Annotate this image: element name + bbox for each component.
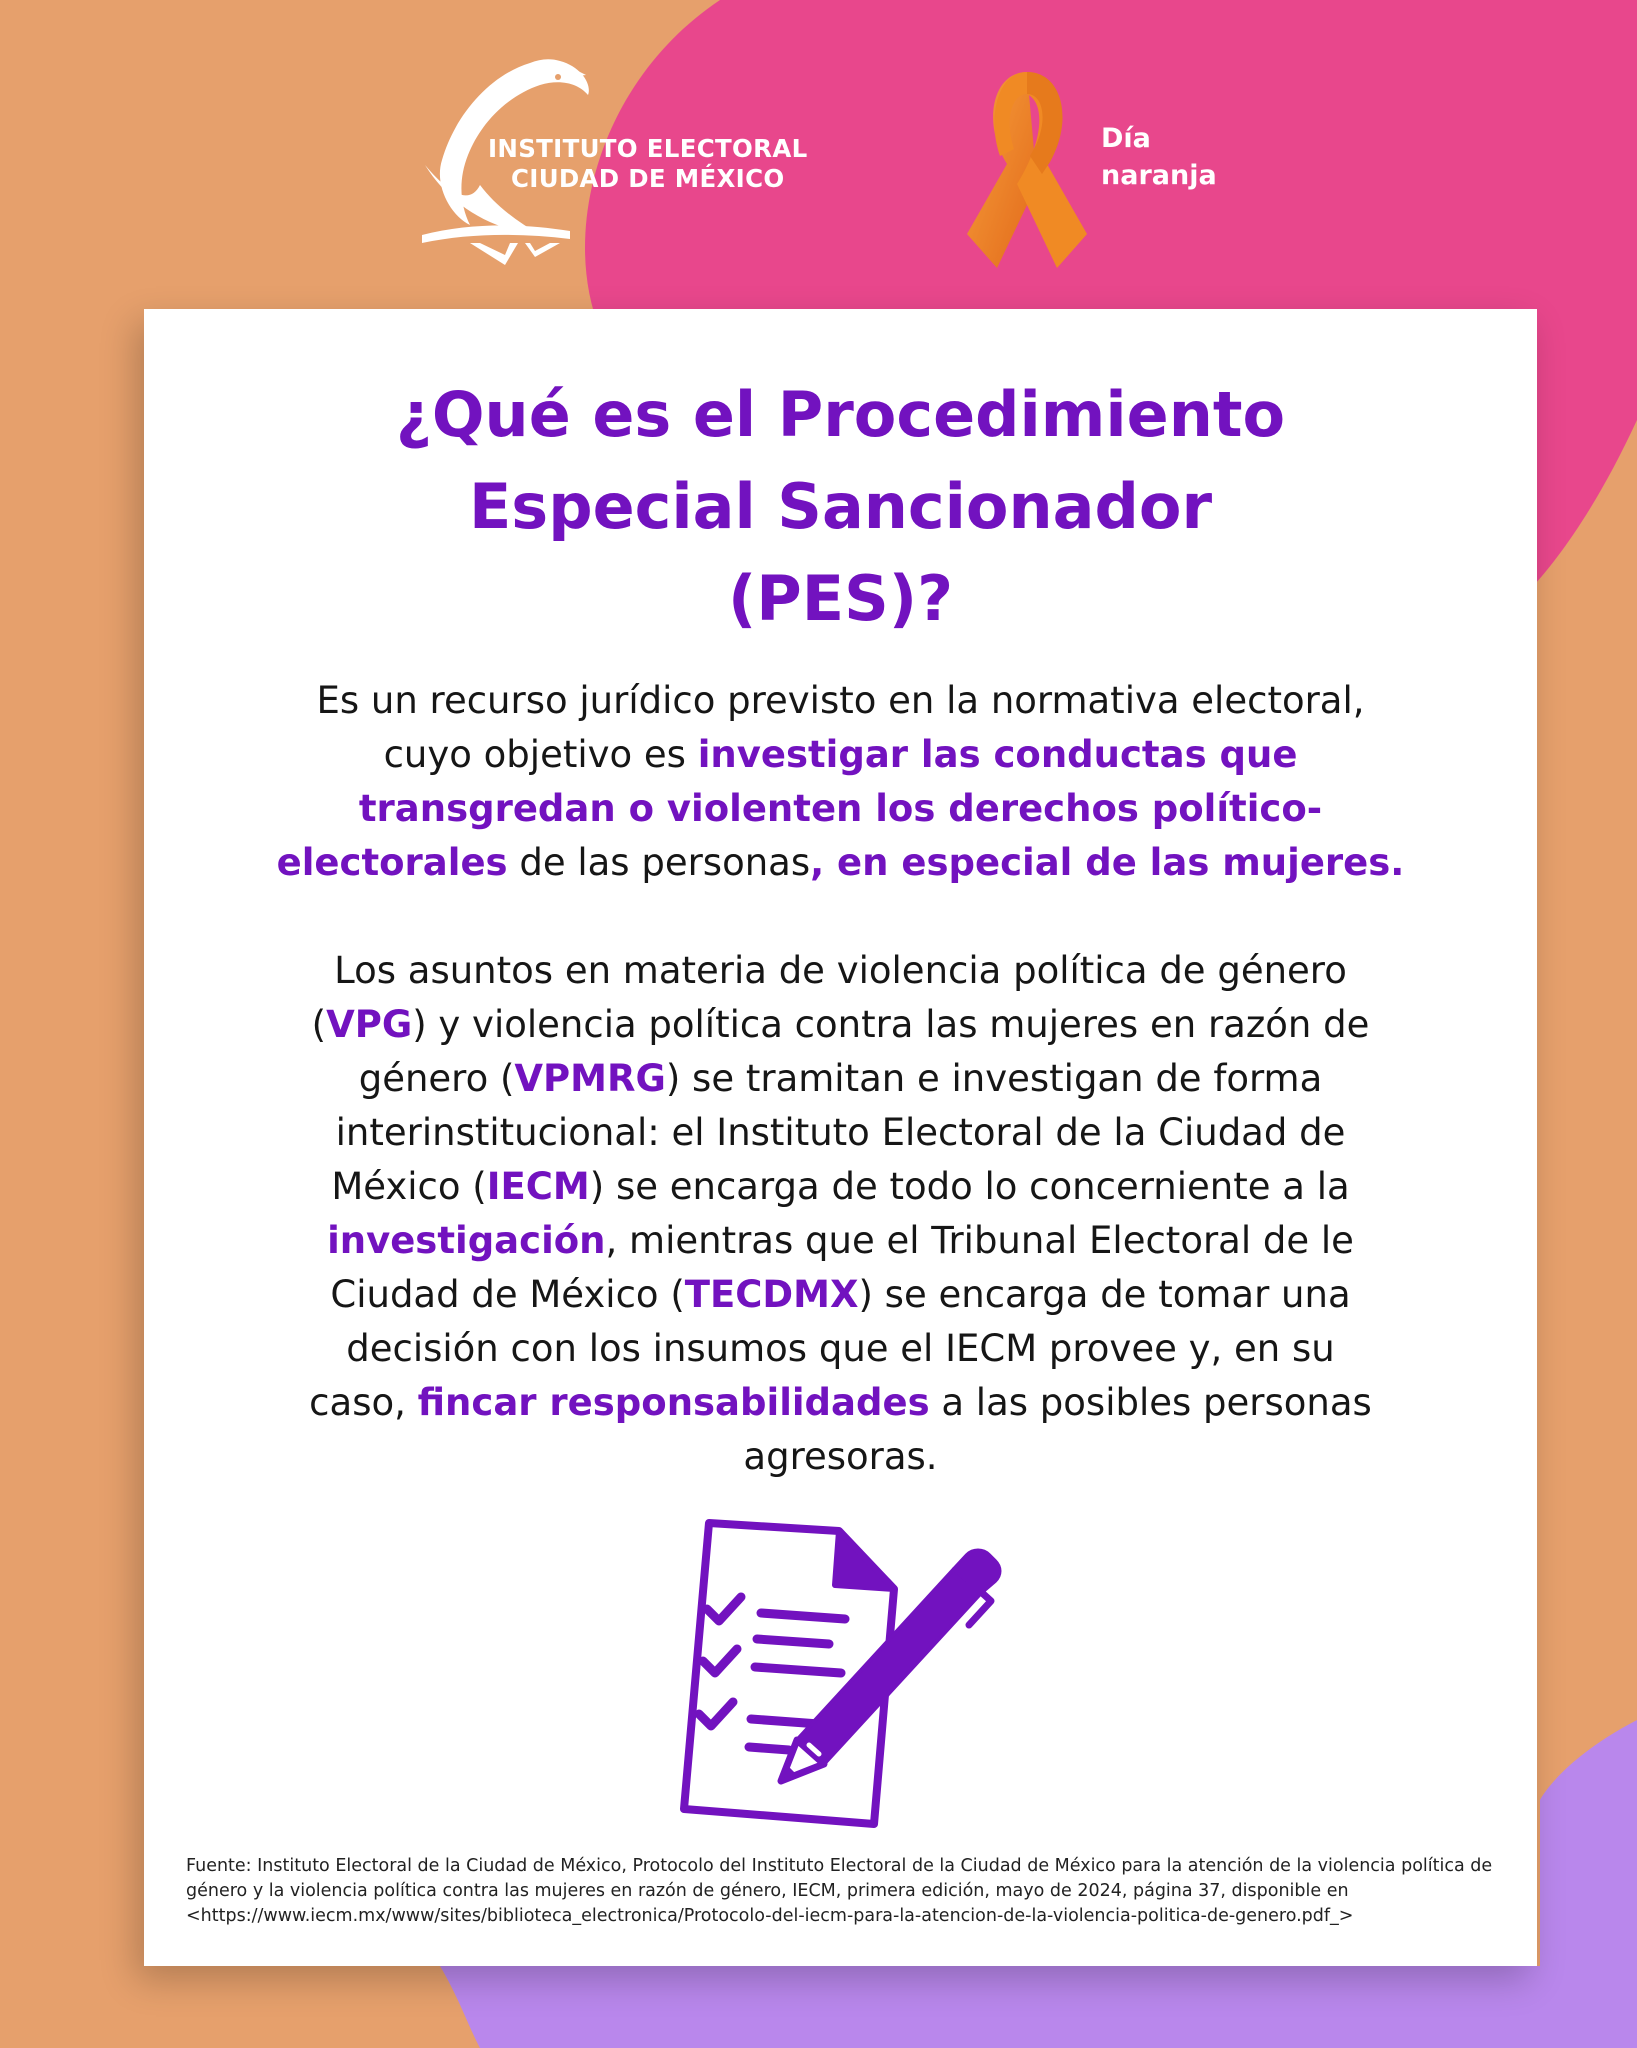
definition-text: cuyo objetivo es [383, 733, 698, 776]
jurisdiction-text: ) se encarga de tomar una [858, 1273, 1351, 1316]
jurisdiction-text: México ( [331, 1165, 487, 1208]
jurisdiction-text: ( [311, 1003, 327, 1046]
definition-highlight: transgredan o violenten los derechos político- [358, 787, 1323, 830]
source-citation: Fuente: Instituto Electoral de la Ciudad de México, Protocolo del Instituto Electoral de la Ciudad de México para la atención de la violencia política de género y la violencia política contra las mujeres en razón de género, IECM, primera edición, mayo de 2024, página 37, disponible en <https://www.iecm.mx/www/sites/biblioteca_electronica/Protocolo-del-iecm-para-la-atencion-de-la-violencia-politica-de-genero.pdf_> [186, 1856, 1493, 1926]
institute-name-line1: INSTITUTO ELECTORAL [488, 134, 808, 163]
definition-line: Es un recurso jurídico previsto en la normativa electoral, [316, 679, 1365, 722]
tecdmx-acronym: TECDMX [684, 1273, 859, 1316]
jurisdiction-line: Los asuntos en materia de violencia política de género [334, 949, 1347, 992]
jurisdiction-line [144, 1160, 1537, 1214]
definition-highlight: , en especial de las mujeres. [810, 841, 1405, 884]
jurisdiction-line: agresoras. [743, 1435, 938, 1478]
jurisdiction-text: caso, [309, 1381, 418, 1424]
page-title [144, 369, 1537, 645]
definition-line [144, 728, 1537, 782]
content-card [144, 309, 1537, 1966]
jurisdiction-line [144, 1376, 1537, 1430]
definition-paragraph [144, 674, 1537, 890]
jurisdiction-text: género ( [358, 1057, 515, 1100]
jurisdiction-text: ) se tramitan e investigan de forma [665, 1057, 1323, 1100]
jurisdiction-line [144, 1214, 1537, 1268]
awareness-ribbon-icon [962, 64, 1122, 274]
responsabilidades-highlight: fincar responsabilidades [417, 1381, 930, 1424]
institute-name [488, 134, 808, 194]
investigacion-highlight: investigación [327, 1219, 606, 1262]
jurisdiction-line: decisión con los insumos que el IECM provee y, en su [346, 1327, 1335, 1370]
definition-highlight: electorales [276, 841, 508, 884]
dia-naranja-line1: Día [1101, 123, 1151, 154]
definition-highlight: investigar las conductas que [697, 733, 1298, 776]
vpg-acronym: VPG [326, 1003, 413, 1046]
jurisdiction-line [144, 998, 1537, 1052]
jurisdiction-line [144, 1052, 1537, 1106]
definition-line [144, 836, 1537, 890]
vpmrg-acronym: VPMRG [514, 1057, 666, 1100]
jurisdiction-text: a las posibles personas [929, 1381, 1372, 1424]
jurisdiction-text: Ciudad de México ( [330, 1273, 685, 1316]
title-line3: (PES)? [727, 562, 954, 635]
institute-name-line2: CIUDAD DE MÉXICO [511, 164, 785, 193]
jurisdiction-line [144, 1268, 1537, 1322]
jurisdiction-line: interinstitucional: el Instituto Electoral de la Ciudad de [335, 1111, 1346, 1154]
title-line1: ¿Qué es el Procedimiento [395, 378, 1286, 451]
definition-text: de las personas [507, 841, 811, 884]
dia-naranja-label [1101, 120, 1217, 194]
jurisdiction-paragraph [144, 944, 1537, 1484]
jurisdiction-text: ) y violencia política contra las mujeres en razón de [412, 1003, 1370, 1046]
jurisdiction-text: ) se encarga de todo lo concerniente a la [589, 1165, 1350, 1208]
title-line2: Especial Sancionador [468, 470, 1213, 543]
jurisdiction-text: , mientras que el Tribunal Electoral de le [605, 1219, 1354, 1262]
iecm-acronym: IECM [486, 1165, 590, 1208]
checklist-document-pen-icon [669, 1509, 1069, 1839]
dia-naranja-line2: naranja [1101, 160, 1217, 191]
